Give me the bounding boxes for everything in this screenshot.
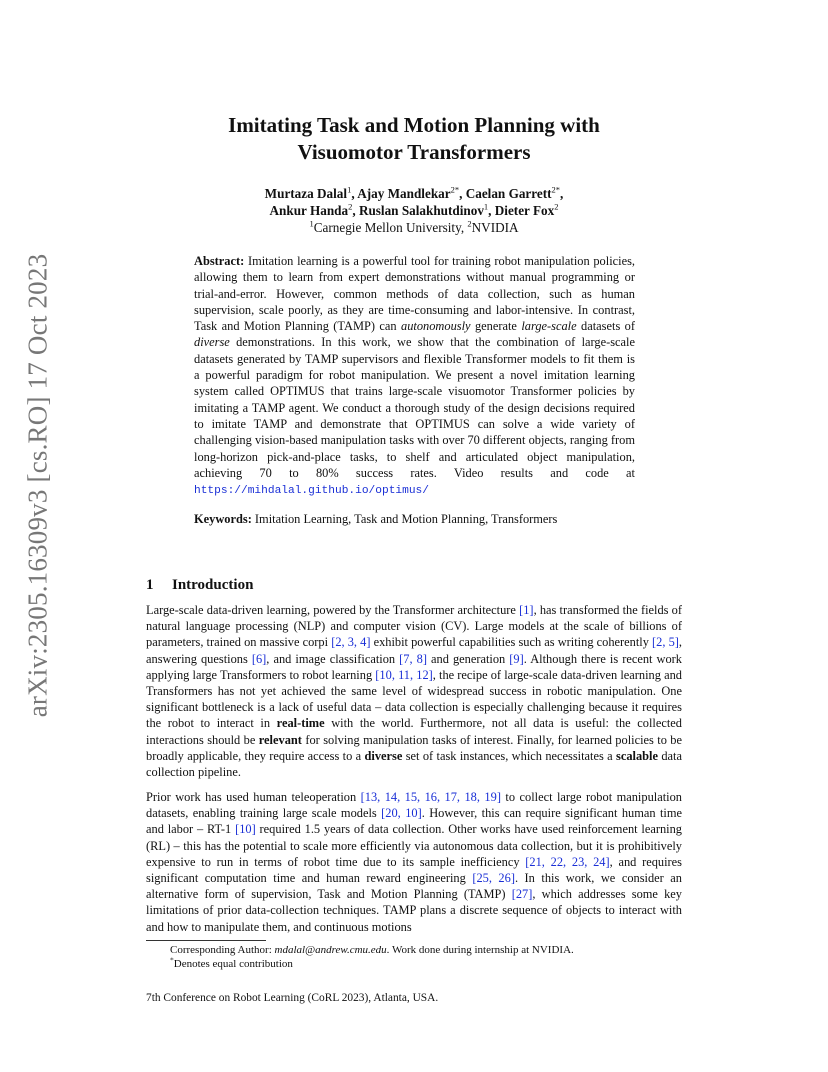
- citation-link[interactable]: [21, 22, 23, 24]: [525, 854, 610, 869]
- abstract: Abstract: Imitation learning is a powerful tool for training robot manipulation policies, allowing them to learn from expert demonstrations without manual programming or trial-and-error. However, common methods of data collection, such as human supervision, scale poorly, as they are time-consuming and labor-intensive. In contrast, Task and Motion Planning (TAMP) can autonomously generate large-scale datasets of diverse demonstrations. In this work, we show that the combination of large-scale datasets generated by TAMP supervisors and flexible Transformer models to fit them is a powerful paradigm for robot manipulation. We present a novel imitation learning system called OPTIMUS that trains large-scale visuomotor Transformer policies by imitating a TAMP agent. We conduct a thorough study of the design decisions required to imitate TAMP and demonstrate that OPTIMUS can solve a wide variety of challenging vision-based manipulation tasks with over 70 different objects, ranging from long-horizon pick-and-place tasks, to shelf and articulated object manipulation, achieving 70 to 80% success rates. Video results and code at https://mihdalal.github.io/optimus/: [194, 254, 635, 498]
- section-number: 1: [146, 577, 154, 593]
- citation-link[interactable]: [10, 11, 12]: [375, 667, 433, 682]
- affiliation-mark: 1: [309, 218, 314, 229]
- citation-link[interactable]: [1]: [519, 603, 534, 617]
- citation-link[interactable]: [9]: [509, 651, 524, 666]
- title-line-2: Visuomotor Transformers: [297, 140, 531, 164]
- conference-venue: 7th Conference on Robot Learning (CoRL 2023), Atlanta, USA.: [146, 992, 439, 1004]
- section-heading-introduction: [146, 575, 253, 595]
- footnote-divider: [146, 940, 266, 941]
- intro-paragraph-1: Large-scale data-driven learning, powered by the Transformer architecture [1], has transformed the fields of natural language processing (NLP) and computer vision (CV). Large models at the scale of billions of parameters, trained on massive corpi [2, 3, 4] exhibit powerful capabilities such as writing coherently [2, 5], answering questions [6], and image classification [7, 8] and generation [9]. Although there is recent work applying large Transformers to robot learning [10, 11, 12], the recipe of large-scale data-driven learning and Transformers has not yet achieved the same level of widespread success in robotic manipulation. One significant bottleneck is a lack of useful data – data collection is especially challenging because it requires the robot to interact in real-time with the world. Furthermore, not all data is useful: the collected interactions should be relevant for solving manipulation tasks of interest. Finally, for learned policies to be broadly applicable, they require access to a diverse set of task instances, which necessitates a scalable data collection pipeline.: [146, 603, 683, 780]
- author-mark: 2*: [450, 184, 460, 195]
- citation-link[interactable]: [10]: [235, 822, 256, 837]
- author-name: Ruslan Salakhutdinov: [358, 203, 484, 218]
- title-line-1: Imitating Task and Motion Planning with: [228, 113, 600, 137]
- author-mark: 1: [483, 201, 489, 212]
- author-mark: 1: [347, 184, 352, 195]
- citation-link[interactable]: [2, 3, 4]: [331, 635, 371, 650]
- citation-link[interactable]: [20, 10]: [381, 806, 422, 821]
- author-block: Murtaza Dalal$^1$, Ajay Mandlekar$^{2*}$, Caelan Garrett$^{2*}$, Ankur Handa$^2$, Ruslan Salakhutdinov$^1$, Dieter Fox$^2$ $^1$Carnegie Mellon University, $^2$NVIDIA: [264, 184, 564, 235]
- author-name: Dieter Fox: [494, 203, 555, 218]
- section-title: Introduction: [172, 577, 254, 593]
- affiliation-name: Carnegie Mellon University: [313, 220, 461, 235]
- affiliation-mark: 2: [467, 218, 472, 229]
- citation-link[interactable]: [6]: [251, 651, 267, 666]
- citation-link[interactable]: [2, 5]: [652, 635, 679, 650]
- keywords-text: Imitation Learning, Task and Motion Planning, Transformers: [251, 512, 558, 526]
- citation-link[interactable]: [13, 14, 15, 16, 17, 18, 19]: [360, 790, 501, 804]
- author-mark: 2: [348, 201, 353, 212]
- author-mark: 2: [554, 201, 559, 212]
- affiliations: $^1$Carnegie Mellon University, $^2$NVIDIA: [309, 218, 519, 235]
- project-url-link[interactable]: https://mihdalal.github.io/optimus/: [194, 485, 429, 498]
- keywords-label: Keywords:: [194, 512, 252, 526]
- footnote-corresponding-author: Corresponding Author: mdalal@andrew.cmu.edu. Work done during internship at NVIDIA.: [170, 944, 574, 956]
- citation-link[interactable]: [27]: [511, 887, 533, 902]
- arxiv-stamp-text: arXiv:2305.16309v3 [cs.RO] 17 Oct 2023: [22, 253, 53, 717]
- author-name: Caelan Garrett: [465, 186, 552, 201]
- author-name: Murtaza Dalal: [264, 186, 348, 201]
- author-name: Ankur Handa: [269, 203, 349, 218]
- citation-link[interactable]: [7, 8]: [399, 651, 427, 666]
- arxiv-identifier-stamp: [20, 253, 56, 717]
- author-name: Ajay Mandlekar: [357, 186, 451, 201]
- keywords: [194, 511, 635, 527]
- footnote-equal-contribution: *Denotes equal contribution: [170, 955, 293, 970]
- author-mark: 2*: [551, 184, 561, 195]
- affiliation-name: NVIDIA: [471, 220, 519, 235]
- paper-title: [150, 112, 678, 166]
- citation-link[interactable]: [25, 26]: [472, 871, 515, 886]
- intro-paragraph-2: Prior work has used human teleoperation [13, 14, 15, 16, 17, 18, 19] to collect large robot manipulation datasets, enabling training large scale models [20, 10]. However, this can require significant human time and labor – RT-1 [10] required 1.5 years of data collection. Other works have used reinforcement learning (RL) – this has the potential to scale more efficiently via autonomous data collection, but it is prohibitively expensive to run in terms of robot time due to its sample inefficiency [21, 22, 23, 24], and requires significant computation time and human reward engineering [25, 26]. In this work, we consider an alternative form of supervision, Task and Motion Planning (TAMP) [27], which addresses some key limitations of prior data-collection techniques. TAMP plans a discrete sequence of objects to interact with and how to manipulate them, and continuous motions: [146, 790, 683, 934]
- author-email: mdalal@andrew.cmu.edu: [274, 944, 387, 956]
- abstract-label: Abstract:: [194, 254, 245, 268]
